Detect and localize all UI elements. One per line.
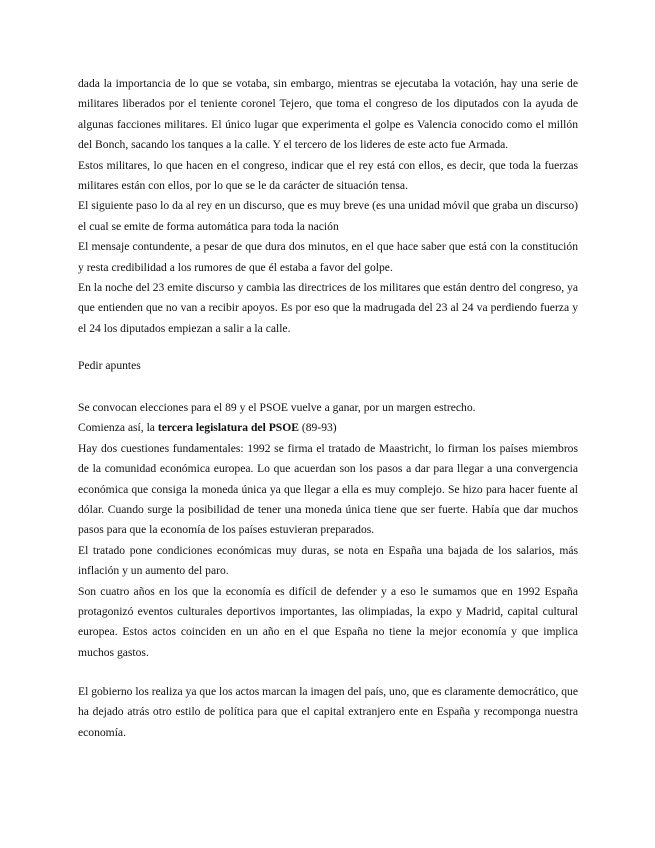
paragraph: Son cuatro años en los que la economía es difícil de defender y a eso le sumamos que en 1992 España protagonizó eventos culturales deportivos importantes, las olimpiadas, la expo y Madrid, capital cultural europea. Estos actos coinciden en un año en el que España no tiene la mejor economía y que implica muchos gastos.: [78, 584, 578, 659]
text-block-gobierno: [78, 682, 578, 743]
bold-term: tercera legislatura del PSOE: [157, 421, 299, 435]
paragraph: El siguiente paso lo da al rey en un discurso, que es muy breve (es una unidad móvil que graba un discurso) el cual se emite de forma automática para toda la nación: [78, 199, 578, 233]
paragraph: Estos militares, lo que hacen en el congreso, indicar que el rey está con ellos, es decir, que toda la fuerzas militares están con ellos, por lo que se le da carácter de situación tensa.: [78, 158, 578, 193]
text-block-heading: [78, 356, 578, 376]
paragraph: Hay dos cuestiones fundamentales: 1992 se firma el tratado de Maastricht, lo firman los países miembros de la comunidad económica europea. Lo que acuerdan son los pasos a dar para llegar a una convergencia económica que consiga la moneda única ya que llegar a ella es muy complejo. Se hizo para hacer fuente al dólar. Cuando surge la posibilidad de tener una moneda única tiene que ser fuerte. Había que dar muchos pasos para que la economía de los países estuvieran preparados.: [78, 441, 578, 537]
text-block-golpe: [78, 74, 578, 339]
inline-text: Comienza así, la: [78, 421, 158, 435]
paragraph: Se convocan elecciones para el 89 y el PSOE vuelve a ganar, por un margen estrecho.: [78, 401, 476, 414]
paragraph: En la noche del 23 emite discurso y cambia las directrices de los militares que están dentro del congreso, ya que entienden que no van a recibir apoyos. Es por eso que la madrugada del 23 al 24 va perdiendo fuerza y el 24 los diputados empiezan a salir a la calle.: [78, 281, 578, 335]
inline-text: (89-93): [298, 421, 337, 435]
section-heading: Pedir apuntes: [78, 359, 141, 372]
paragraph: [78, 418, 578, 438]
paragraph: El gobierno los realiza ya que los actos marcan la imagen del país, uno, que es claramente democrático, que ha dejado atrás otro estilo de política para que el capital extranjero ente en España y recomponga nuestra economía.: [78, 685, 578, 739]
text-block-legislatura: [78, 398, 578, 663]
paragraph: El mensaje contundente, a pesar de que dura dos minutos, en el que hace saber que está con la constitución y resta credibilidad a los rumores de que él estaba a favor del golpe.: [78, 240, 578, 274]
paragraph: El tratado pone condiciones económicas muy duras, se nota en España una bajada de los salarios, más inflación y un aumento del paro.: [78, 543, 578, 578]
paragraph: dada la importancia de lo que se votaba, sin embargo, mientras se ejecutaba la votación, hay una serie de militares liberados por el teniente coronel Tejero, que toma el congreso de los diputados con la ayuda de algunas facciones militares. El único lugar que experimenta el golpe es Valencia conocido como el millón del Bonch, sacando los tanques a la calle. Y el tercero de los lideres de este acto fue Armada.: [78, 77, 578, 152]
